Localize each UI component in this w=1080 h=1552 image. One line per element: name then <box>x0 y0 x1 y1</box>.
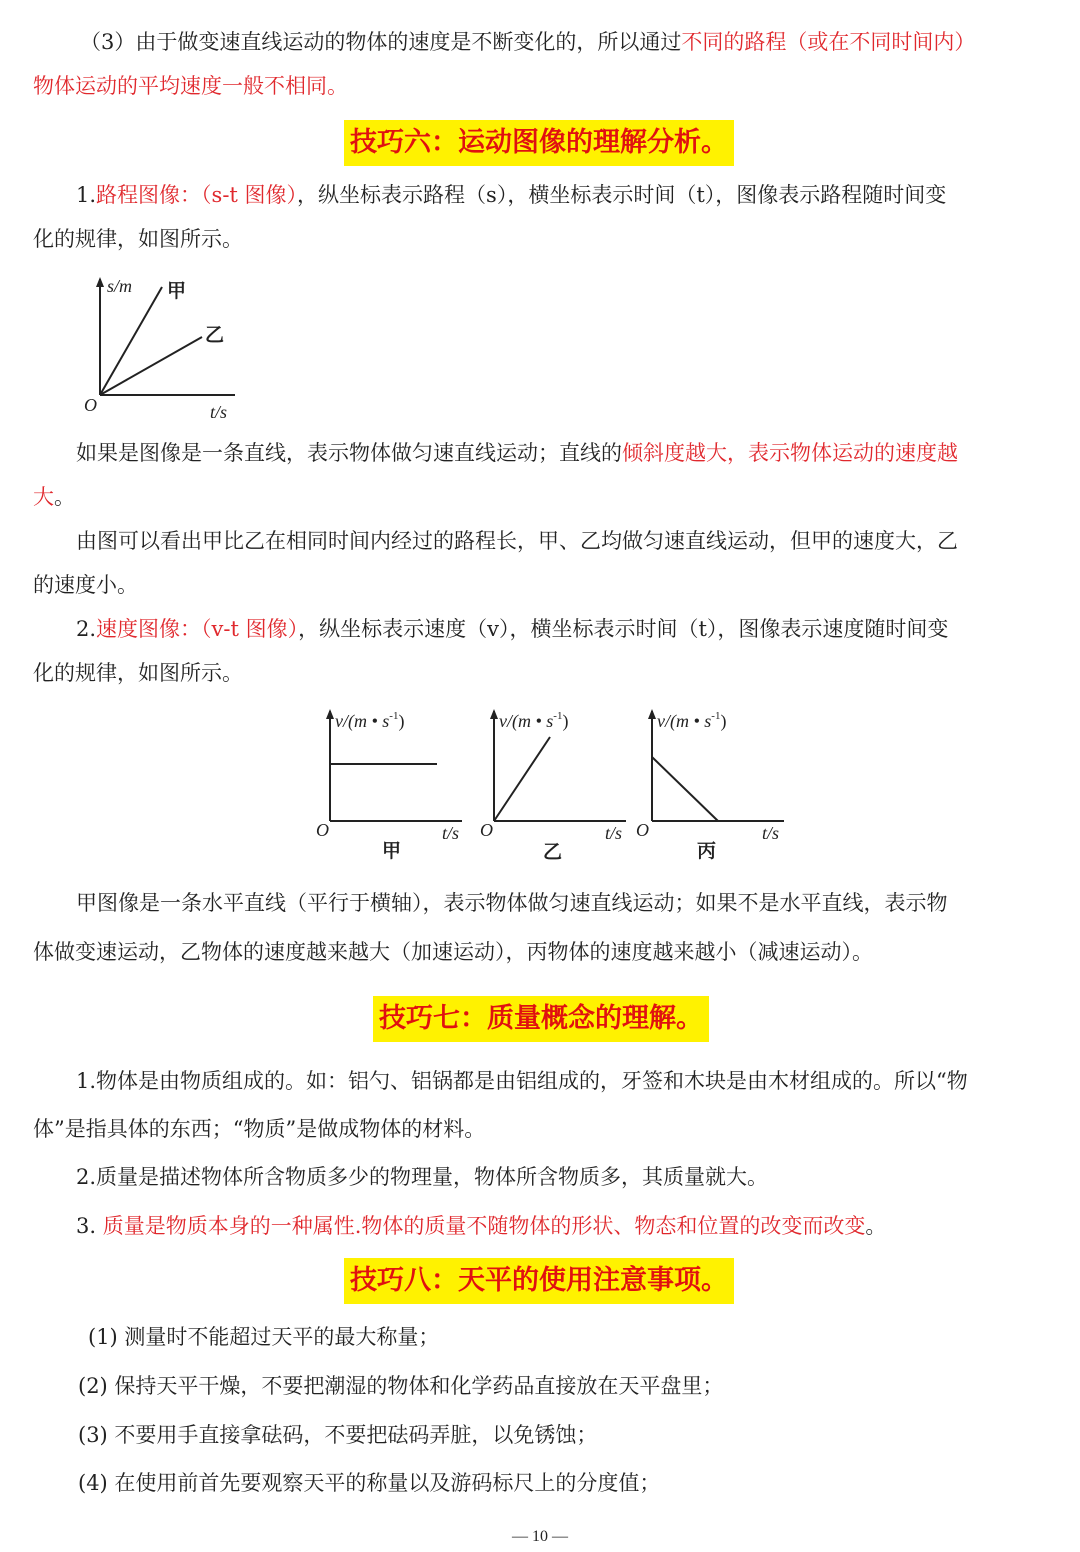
st-graph <box>80 275 250 425</box>
origin-label: O <box>316 820 329 840</box>
vt-graph-line-1 <box>76 614 948 644</box>
text: 如果是图像是一条直线，表示物体做匀速直线运动；直线的 <box>76 441 622 465</box>
vt-graph-bing <box>634 705 794 865</box>
graph-label: 丙 <box>697 841 717 862</box>
highlight-text: 速度图像：（v-t 图像） <box>96 617 299 641</box>
text: 。 <box>865 1214 887 1238</box>
section-heading-8: 技巧八：天平的使用注意事项。 <box>344 1258 734 1304</box>
line-label-yi: 乙 <box>205 325 225 346</box>
y-axis-label: v/(m • $s^{-1}$) <box>657 710 727 731</box>
y-axis-label: s/m <box>107 276 133 296</box>
vt-graph-line-2: 化的规律，如图所示。 <box>33 661 243 685</box>
item-number: 1. <box>76 183 97 207</box>
highlight-text: 路程图像：（s-t 图像） <box>96 183 298 207</box>
origin-label: O <box>480 820 493 840</box>
line-label-jia: 甲 <box>167 281 187 302</box>
mass-3 <box>76 1211 886 1241</box>
highlight-text: 不同的路程（或在不同时间内） <box>681 30 976 54</box>
x-axis-label: t/s <box>605 823 623 843</box>
st-graph-line-1 <box>76 180 946 210</box>
item-number: 3. <box>76 1214 103 1238</box>
mass-2: 2.质量是描述物体所含物质多少的物理量，物体所含物质多，其质量就大。 <box>76 1165 769 1189</box>
slope-paragraph-line-1 <box>76 438 958 468</box>
paragraph-3-line-2: 物体运动的平均速度一般不相同。 <box>33 74 348 98</box>
balance-rule-1: (1) 测量时不能超过天平的最大称量； <box>88 1325 440 1349</box>
section-heading-6: 技巧六：运动图像的理解分析。 <box>344 120 734 166</box>
compare-paragraph-line-1: 由图可以看出甲比乙在相同时间内经过的路程长，甲、乙均做匀速直线运动，但甲的速度大，乙 <box>76 529 958 553</box>
text: ，纵坐标表示路程（s），横坐标表示时间（t），图像表示路程随时间变 <box>297 183 947 207</box>
vt-graph-yi <box>476 705 636 865</box>
vt-graph-jia <box>312 705 472 865</box>
text: 。 <box>54 485 75 509</box>
y-axis-label: v/(m • $s^{-1}$) <box>499 710 569 731</box>
line-yi <box>100 337 202 395</box>
item-number: 2. <box>76 617 97 641</box>
st-graph-line-2: 化的规律，如图所示。 <box>33 227 243 251</box>
highlight-text: 倾斜度越大，表示物体运动的速度越 <box>622 441 958 465</box>
origin-label: O <box>84 395 97 415</box>
section-heading-7: 技巧七：质量概念的理解。 <box>373 996 709 1042</box>
graph-label: 甲 <box>382 841 402 862</box>
page-number: — 10 — <box>512 1528 568 1545</box>
vt-explain-line-1: 甲图像是一条水平直线（平行于横轴），表示物体做匀速直线运动；如果不是水平直线，表示物 <box>76 891 948 915</box>
text: ，纵坐标表示速度（v），横坐标表示时间（t），图像表示速度随时间变 <box>298 617 949 641</box>
line-increasing <box>494 737 550 821</box>
line-jia <box>100 287 162 395</box>
slope-paragraph-line-2 <box>33 482 75 512</box>
x-axis-label: t/s <box>442 823 460 843</box>
mass-1-line-1: 1.物体是由物质组成的。如：铝勺、铝锅都是由铝组成的，牙签和木块是由木材组成的。所以“物 <box>76 1069 968 1093</box>
paragraph-3-line-1 <box>80 27 975 57</box>
compare-paragraph-line-2: 的速度小。 <box>33 573 138 597</box>
line-decreasing <box>652 757 718 821</box>
y-axis-arrow <box>96 277 104 287</box>
balance-rule-2: (2) 保持天平干燥，不要把潮湿的物体和化学药品直接放在天平盘里； <box>78 1374 724 1398</box>
highlight-text: 大 <box>33 485 54 509</box>
x-axis-label: t/s <box>762 823 780 843</box>
x-axis-label: t/s <box>210 402 228 422</box>
mass-1-line-2: 体”是指具体的东西；“物质”是做成物体的材料。 <box>33 1117 486 1141</box>
origin-label: O <box>636 820 649 840</box>
graph-label: 乙 <box>543 842 563 863</box>
vt-explain-line-2: 体做变速运动，乙物体的速度越来越大（加速运动），丙物体的速度越来越小（减速运动）。 <box>33 940 873 964</box>
text: （3）由于做变速直线运动的物体的速度是不断变化的，所以通过 <box>80 30 682 54</box>
balance-rule-3: (3) 不要用手直接拿砝码，不要把砝码弄脏，以免锈蚀； <box>78 1423 598 1447</box>
y-axis-label: v/(m • $s^{-1}$) <box>335 710 405 731</box>
balance-rule-4: (4) 在使用前首先要观察天平的称量以及游码标尺上的分度值； <box>78 1471 661 1495</box>
highlight-text: 质量是物质本身的一种属性.物体的质量不随物体的形状、物态和位置的改变而改变 <box>102 1214 866 1238</box>
